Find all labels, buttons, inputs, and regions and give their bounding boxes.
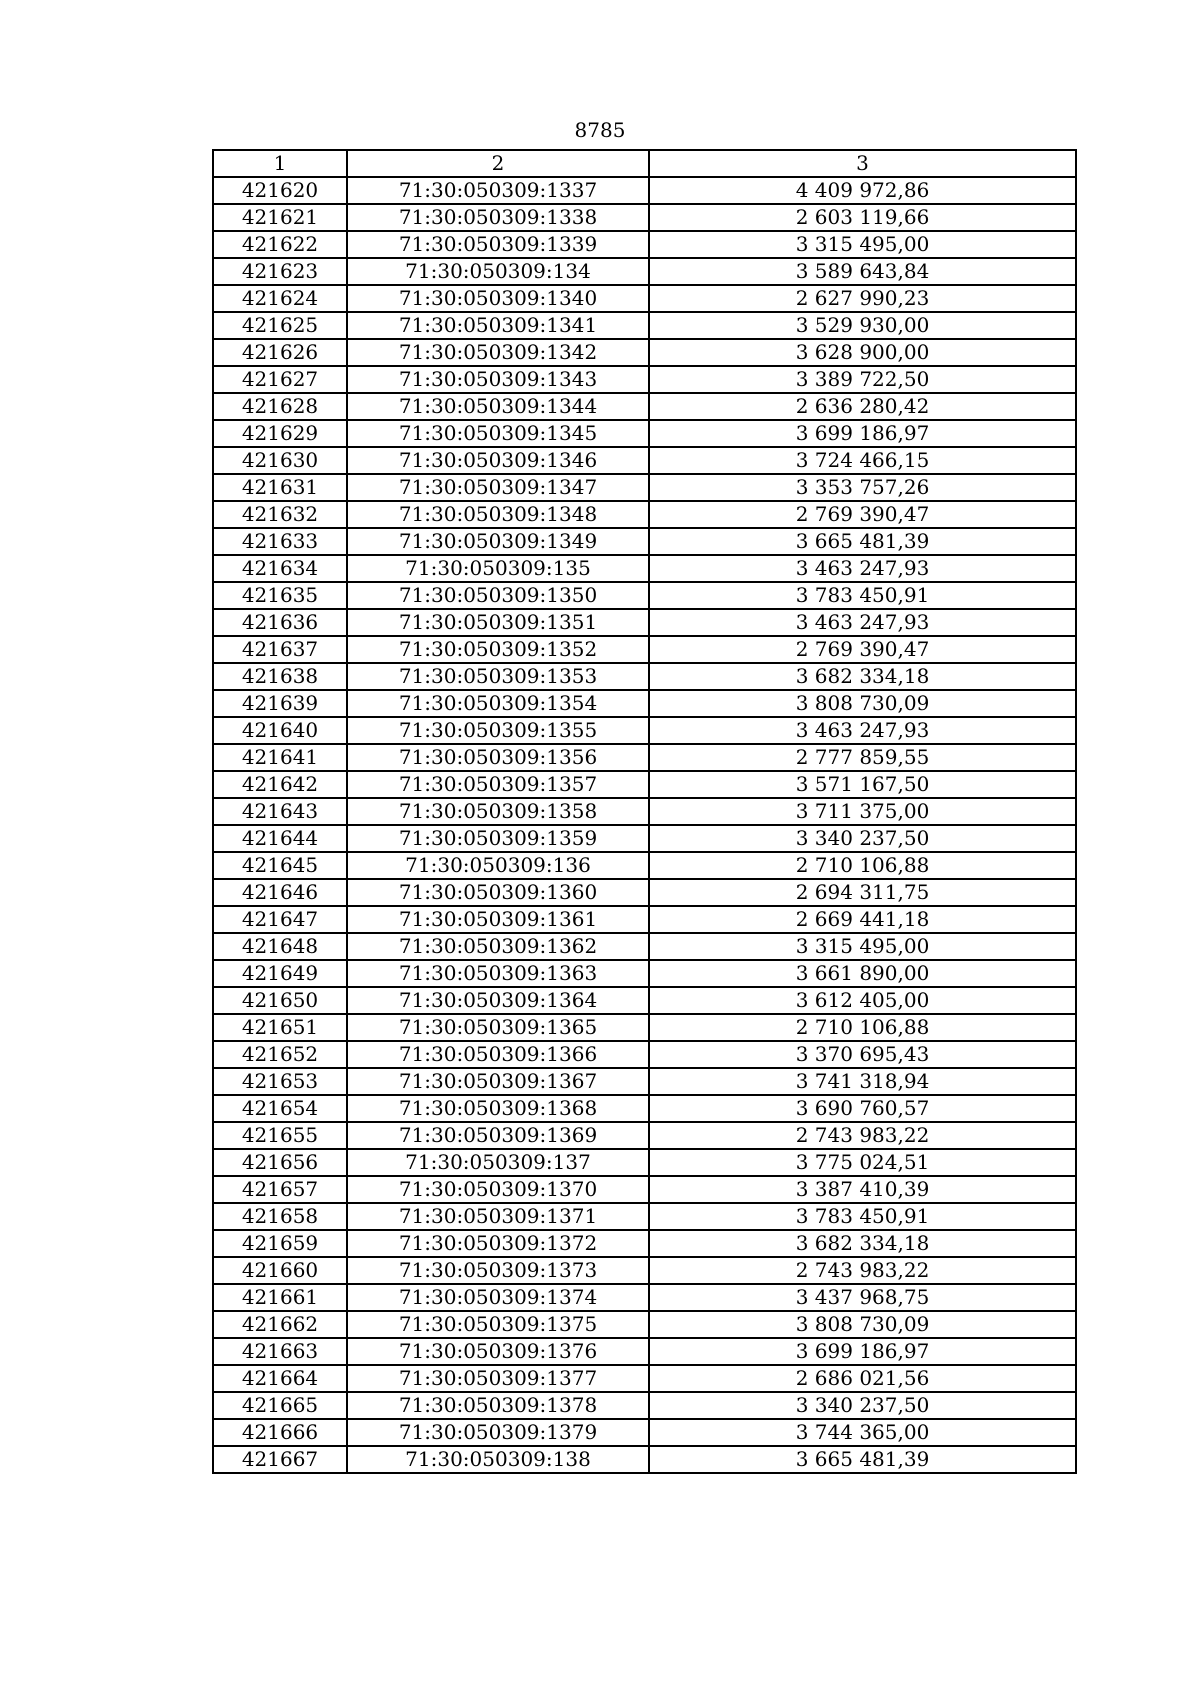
row-number-cell: 421643 [213, 798, 347, 825]
row-number-cell: 421645 [213, 852, 347, 879]
value-cell: 2 686 021,56 [649, 1365, 1076, 1392]
value-cell: 3 387 410,39 [649, 1176, 1076, 1203]
value-cell: 3 682 334,18 [649, 1230, 1076, 1257]
value-cell: 2 627 990,23 [649, 285, 1076, 312]
row-number-cell: 421657 [213, 1176, 347, 1203]
table-row [213, 933, 1076, 960]
value-cell: 3 389 722,50 [649, 366, 1076, 393]
table-row [213, 474, 1076, 501]
row-number-cell: 421627 [213, 366, 347, 393]
table-row [213, 501, 1076, 528]
cadastral-number-cell: 71:30:050309:1357 [347, 771, 649, 798]
row-number-cell: 421633 [213, 528, 347, 555]
table-row [213, 1365, 1076, 1392]
table-row [213, 1041, 1076, 1068]
row-number-cell: 421636 [213, 609, 347, 636]
value-cell: 3 628 900,00 [649, 339, 1076, 366]
cadastral-number-cell: 71:30:050309:1353 [347, 663, 649, 690]
value-cell: 3 808 730,09 [649, 1311, 1076, 1338]
table-row [213, 285, 1076, 312]
row-number-cell: 421652 [213, 1041, 347, 1068]
table-row [213, 366, 1076, 393]
table-row [213, 636, 1076, 663]
value-cell: 3 699 186,97 [649, 420, 1076, 447]
table-row [213, 177, 1076, 204]
cadastral-number-cell: 71:30:050309:1377 [347, 1365, 649, 1392]
cadastral-number-cell: 71:30:050309:1371 [347, 1203, 649, 1230]
row-number-cell: 421640 [213, 717, 347, 744]
row-number-cell: 421663 [213, 1338, 347, 1365]
cadastral-number-cell: 71:30:050309:1355 [347, 717, 649, 744]
cadastral-number-cell: 71:30:050309:1376 [347, 1338, 649, 1365]
table-row [213, 1014, 1076, 1041]
registry-table [212, 149, 1077, 1474]
row-number-cell: 421625 [213, 312, 347, 339]
row-number-cell: 421642 [213, 771, 347, 798]
column-header-1: 1 [213, 150, 347, 177]
table-row [213, 717, 1076, 744]
row-number-cell: 421639 [213, 690, 347, 717]
value-cell: 2 769 390,47 [649, 501, 1076, 528]
table-row [213, 960, 1076, 987]
value-cell: 2 710 106,88 [649, 852, 1076, 879]
row-number-cell: 421656 [213, 1149, 347, 1176]
row-number-cell: 421637 [213, 636, 347, 663]
value-cell: 3 775 024,51 [649, 1149, 1076, 1176]
value-cell: 3 529 930,00 [649, 312, 1076, 339]
value-cell: 3 699 186,97 [649, 1338, 1076, 1365]
cadastral-number-cell: 71:30:050309:1354 [347, 690, 649, 717]
cadastral-number-cell: 71:30:050309:1356 [347, 744, 649, 771]
row-number-cell: 421667 [213, 1446, 347, 1473]
cadastral-number-cell: 71:30:050309:138 [347, 1446, 649, 1473]
table-row [213, 339, 1076, 366]
cadastral-number-cell: 71:30:050309:1343 [347, 366, 649, 393]
row-number-cell: 421666 [213, 1419, 347, 1446]
value-cell: 3 612 405,00 [649, 987, 1076, 1014]
row-number-cell: 421622 [213, 231, 347, 258]
value-cell: 3 724 466,15 [649, 447, 1076, 474]
table-row [213, 1095, 1076, 1122]
cadastral-number-cell: 71:30:050309:1348 [347, 501, 649, 528]
table-row [213, 825, 1076, 852]
table-row [213, 447, 1076, 474]
table-row [213, 420, 1076, 447]
table-row [213, 1068, 1076, 1095]
cadastral-number-cell: 71:30:050309:1340 [347, 285, 649, 312]
table-row [213, 1446, 1076, 1473]
value-cell: 2 769 390,47 [649, 636, 1076, 663]
value-cell: 3 783 450,91 [649, 582, 1076, 609]
row-number-cell: 421626 [213, 339, 347, 366]
value-cell: 3 783 450,91 [649, 1203, 1076, 1230]
value-cell: 2 669 441,18 [649, 906, 1076, 933]
cadastral-number-cell: 71:30:050309:134 [347, 258, 649, 285]
cadastral-number-cell: 71:30:050309:1351 [347, 609, 649, 636]
cadastral-number-cell: 71:30:050309:1339 [347, 231, 649, 258]
cadastral-number-cell: 71:30:050309:1342 [347, 339, 649, 366]
row-number-cell: 421658 [213, 1203, 347, 1230]
cadastral-number-cell: 71:30:050309:1368 [347, 1095, 649, 1122]
table-body [213, 150, 1076, 1473]
row-number-cell: 421661 [213, 1284, 347, 1311]
cadastral-number-cell: 71:30:050309:1360 [347, 879, 649, 906]
row-number-cell: 421646 [213, 879, 347, 906]
row-number-cell: 421631 [213, 474, 347, 501]
value-cell: 2 636 280,42 [649, 393, 1076, 420]
value-cell: 3 437 968,75 [649, 1284, 1076, 1311]
cadastral-number-cell: 71:30:050309:1350 [347, 582, 649, 609]
row-number-cell: 421665 [213, 1392, 347, 1419]
row-number-cell: 421664 [213, 1365, 347, 1392]
table-row [213, 852, 1076, 879]
row-number-cell: 421628 [213, 393, 347, 420]
row-number-cell: 421648 [213, 933, 347, 960]
table-row [213, 1122, 1076, 1149]
row-number-cell: 421644 [213, 825, 347, 852]
row-number-cell: 421660 [213, 1257, 347, 1284]
table-row [213, 1230, 1076, 1257]
table-row [213, 744, 1076, 771]
cadastral-number-cell: 71:30:050309:1346 [347, 447, 649, 474]
value-cell: 3 353 757,26 [649, 474, 1076, 501]
cadastral-number-cell: 71:30:050309:1375 [347, 1311, 649, 1338]
value-cell: 3 665 481,39 [649, 528, 1076, 555]
row-number-cell: 421654 [213, 1095, 347, 1122]
cadastral-number-cell: 71:30:050309:1363 [347, 960, 649, 987]
table-row [213, 690, 1076, 717]
value-cell: 3 665 481,39 [649, 1446, 1076, 1473]
row-number-cell: 421624 [213, 285, 347, 312]
value-cell: 3 744 365,00 [649, 1419, 1076, 1446]
column-header-2: 2 [347, 150, 649, 177]
cadastral-number-cell: 71:30:050309:1379 [347, 1419, 649, 1446]
table-row [213, 1176, 1076, 1203]
row-number-cell: 421629 [213, 420, 347, 447]
value-cell: 2 603 119,66 [649, 204, 1076, 231]
value-cell: 3 589 643,84 [649, 258, 1076, 285]
table-row [213, 1284, 1076, 1311]
table-row [213, 987, 1076, 1014]
table-row [213, 582, 1076, 609]
cadastral-number-cell: 71:30:050309:1369 [347, 1122, 649, 1149]
value-cell: 3 315 495,00 [649, 231, 1076, 258]
value-cell: 3 463 247,93 [649, 609, 1076, 636]
cadastral-number-cell: 71:30:050309:1362 [347, 933, 649, 960]
table-header-row [213, 150, 1076, 177]
cadastral-number-cell: 71:30:050309:1361 [347, 906, 649, 933]
row-number-cell: 421651 [213, 1014, 347, 1041]
cadastral-number-cell: 71:30:050309:1364 [347, 987, 649, 1014]
value-cell: 3 808 730,09 [649, 690, 1076, 717]
row-number-cell: 421634 [213, 555, 347, 582]
row-number-cell: 421632 [213, 501, 347, 528]
row-number-cell: 421649 [213, 960, 347, 987]
table-row [213, 1203, 1076, 1230]
table-row [213, 1338, 1076, 1365]
table-row [213, 609, 1076, 636]
row-number-cell: 421653 [213, 1068, 347, 1095]
value-cell: 3 690 760,57 [649, 1095, 1076, 1122]
value-cell: 3 682 334,18 [649, 663, 1076, 690]
table-row [213, 771, 1076, 798]
cadastral-number-cell: 71:30:050309:1374 [347, 1284, 649, 1311]
value-cell: 3 340 237,50 [649, 825, 1076, 852]
table-row [213, 1419, 1076, 1446]
row-number-cell: 421630 [213, 447, 347, 474]
table-row [213, 231, 1076, 258]
value-cell: 3 661 890,00 [649, 960, 1076, 987]
value-cell: 2 694 311,75 [649, 879, 1076, 906]
table-row [213, 879, 1076, 906]
row-number-cell: 421647 [213, 906, 347, 933]
cadastral-number-cell: 71:30:050309:135 [347, 555, 649, 582]
table-row [213, 1311, 1076, 1338]
cadastral-number-cell: 71:30:050309:1352 [347, 636, 649, 663]
table-row [213, 663, 1076, 690]
value-cell: 3 571 167,50 [649, 771, 1076, 798]
cadastral-number-cell: 71:30:050309:1347 [347, 474, 649, 501]
row-number-cell: 421621 [213, 204, 347, 231]
value-cell: 3 370 695,43 [649, 1041, 1076, 1068]
cadastral-number-cell: 71:30:050309:1338 [347, 204, 649, 231]
value-cell: 2 743 983,22 [649, 1257, 1076, 1284]
value-cell: 3 463 247,93 [649, 555, 1076, 582]
value-cell: 3 315 495,00 [649, 933, 1076, 960]
row-number-cell: 421623 [213, 258, 347, 285]
cadastral-number-cell: 71:30:050309:1344 [347, 393, 649, 420]
cadastral-number-cell: 71:30:050309:1337 [347, 177, 649, 204]
cadastral-number-cell: 71:30:050309:1345 [347, 420, 649, 447]
cadastral-number-cell: 71:30:050309:1372 [347, 1230, 649, 1257]
table-row [213, 1257, 1076, 1284]
page-number: 8785 [574, 118, 626, 142]
value-cell: 3 340 237,50 [649, 1392, 1076, 1419]
cadastral-number-cell: 71:30:050309:137 [347, 1149, 649, 1176]
value-cell: 2 777 859,55 [649, 744, 1076, 771]
table-row [213, 258, 1076, 285]
table-row [213, 312, 1076, 339]
value-cell: 3 741 318,94 [649, 1068, 1076, 1095]
value-cell: 2 710 106,88 [649, 1014, 1076, 1041]
cadastral-number-cell: 71:30:050309:1341 [347, 312, 649, 339]
cadastral-number-cell: 71:30:050309:1359 [347, 825, 649, 852]
table-row [213, 906, 1076, 933]
column-header-3: 3 [649, 150, 1076, 177]
table-row [213, 1392, 1076, 1419]
cadastral-number-cell: 71:30:050309:1349 [347, 528, 649, 555]
row-number-cell: 421655 [213, 1122, 347, 1149]
table-row [213, 393, 1076, 420]
table-row [213, 555, 1076, 582]
cadastral-number-cell: 71:30:050309:136 [347, 852, 649, 879]
table-row [213, 1149, 1076, 1176]
row-number-cell: 421641 [213, 744, 347, 771]
cadastral-number-cell: 71:30:050309:1367 [347, 1068, 649, 1095]
cadastral-number-cell: 71:30:050309:1358 [347, 798, 649, 825]
cadastral-number-cell: 71:30:050309:1370 [347, 1176, 649, 1203]
row-number-cell: 421662 [213, 1311, 347, 1338]
row-number-cell: 421659 [213, 1230, 347, 1257]
table-row [213, 204, 1076, 231]
row-number-cell: 421638 [213, 663, 347, 690]
cadastral-number-cell: 71:30:050309:1366 [347, 1041, 649, 1068]
cadastral-number-cell: 71:30:050309:1365 [347, 1014, 649, 1041]
value-cell: 4 409 972,86 [649, 177, 1076, 204]
value-cell: 3 711 375,00 [649, 798, 1076, 825]
row-number-cell: 421620 [213, 177, 347, 204]
value-cell: 2 743 983,22 [649, 1122, 1076, 1149]
row-number-cell: 421635 [213, 582, 347, 609]
cadastral-number-cell: 71:30:050309:1373 [347, 1257, 649, 1284]
value-cell: 3 463 247,93 [649, 717, 1076, 744]
table-row [213, 528, 1076, 555]
cadastral-number-cell: 71:30:050309:1378 [347, 1392, 649, 1419]
row-number-cell: 421650 [213, 987, 347, 1014]
table-row [213, 798, 1076, 825]
